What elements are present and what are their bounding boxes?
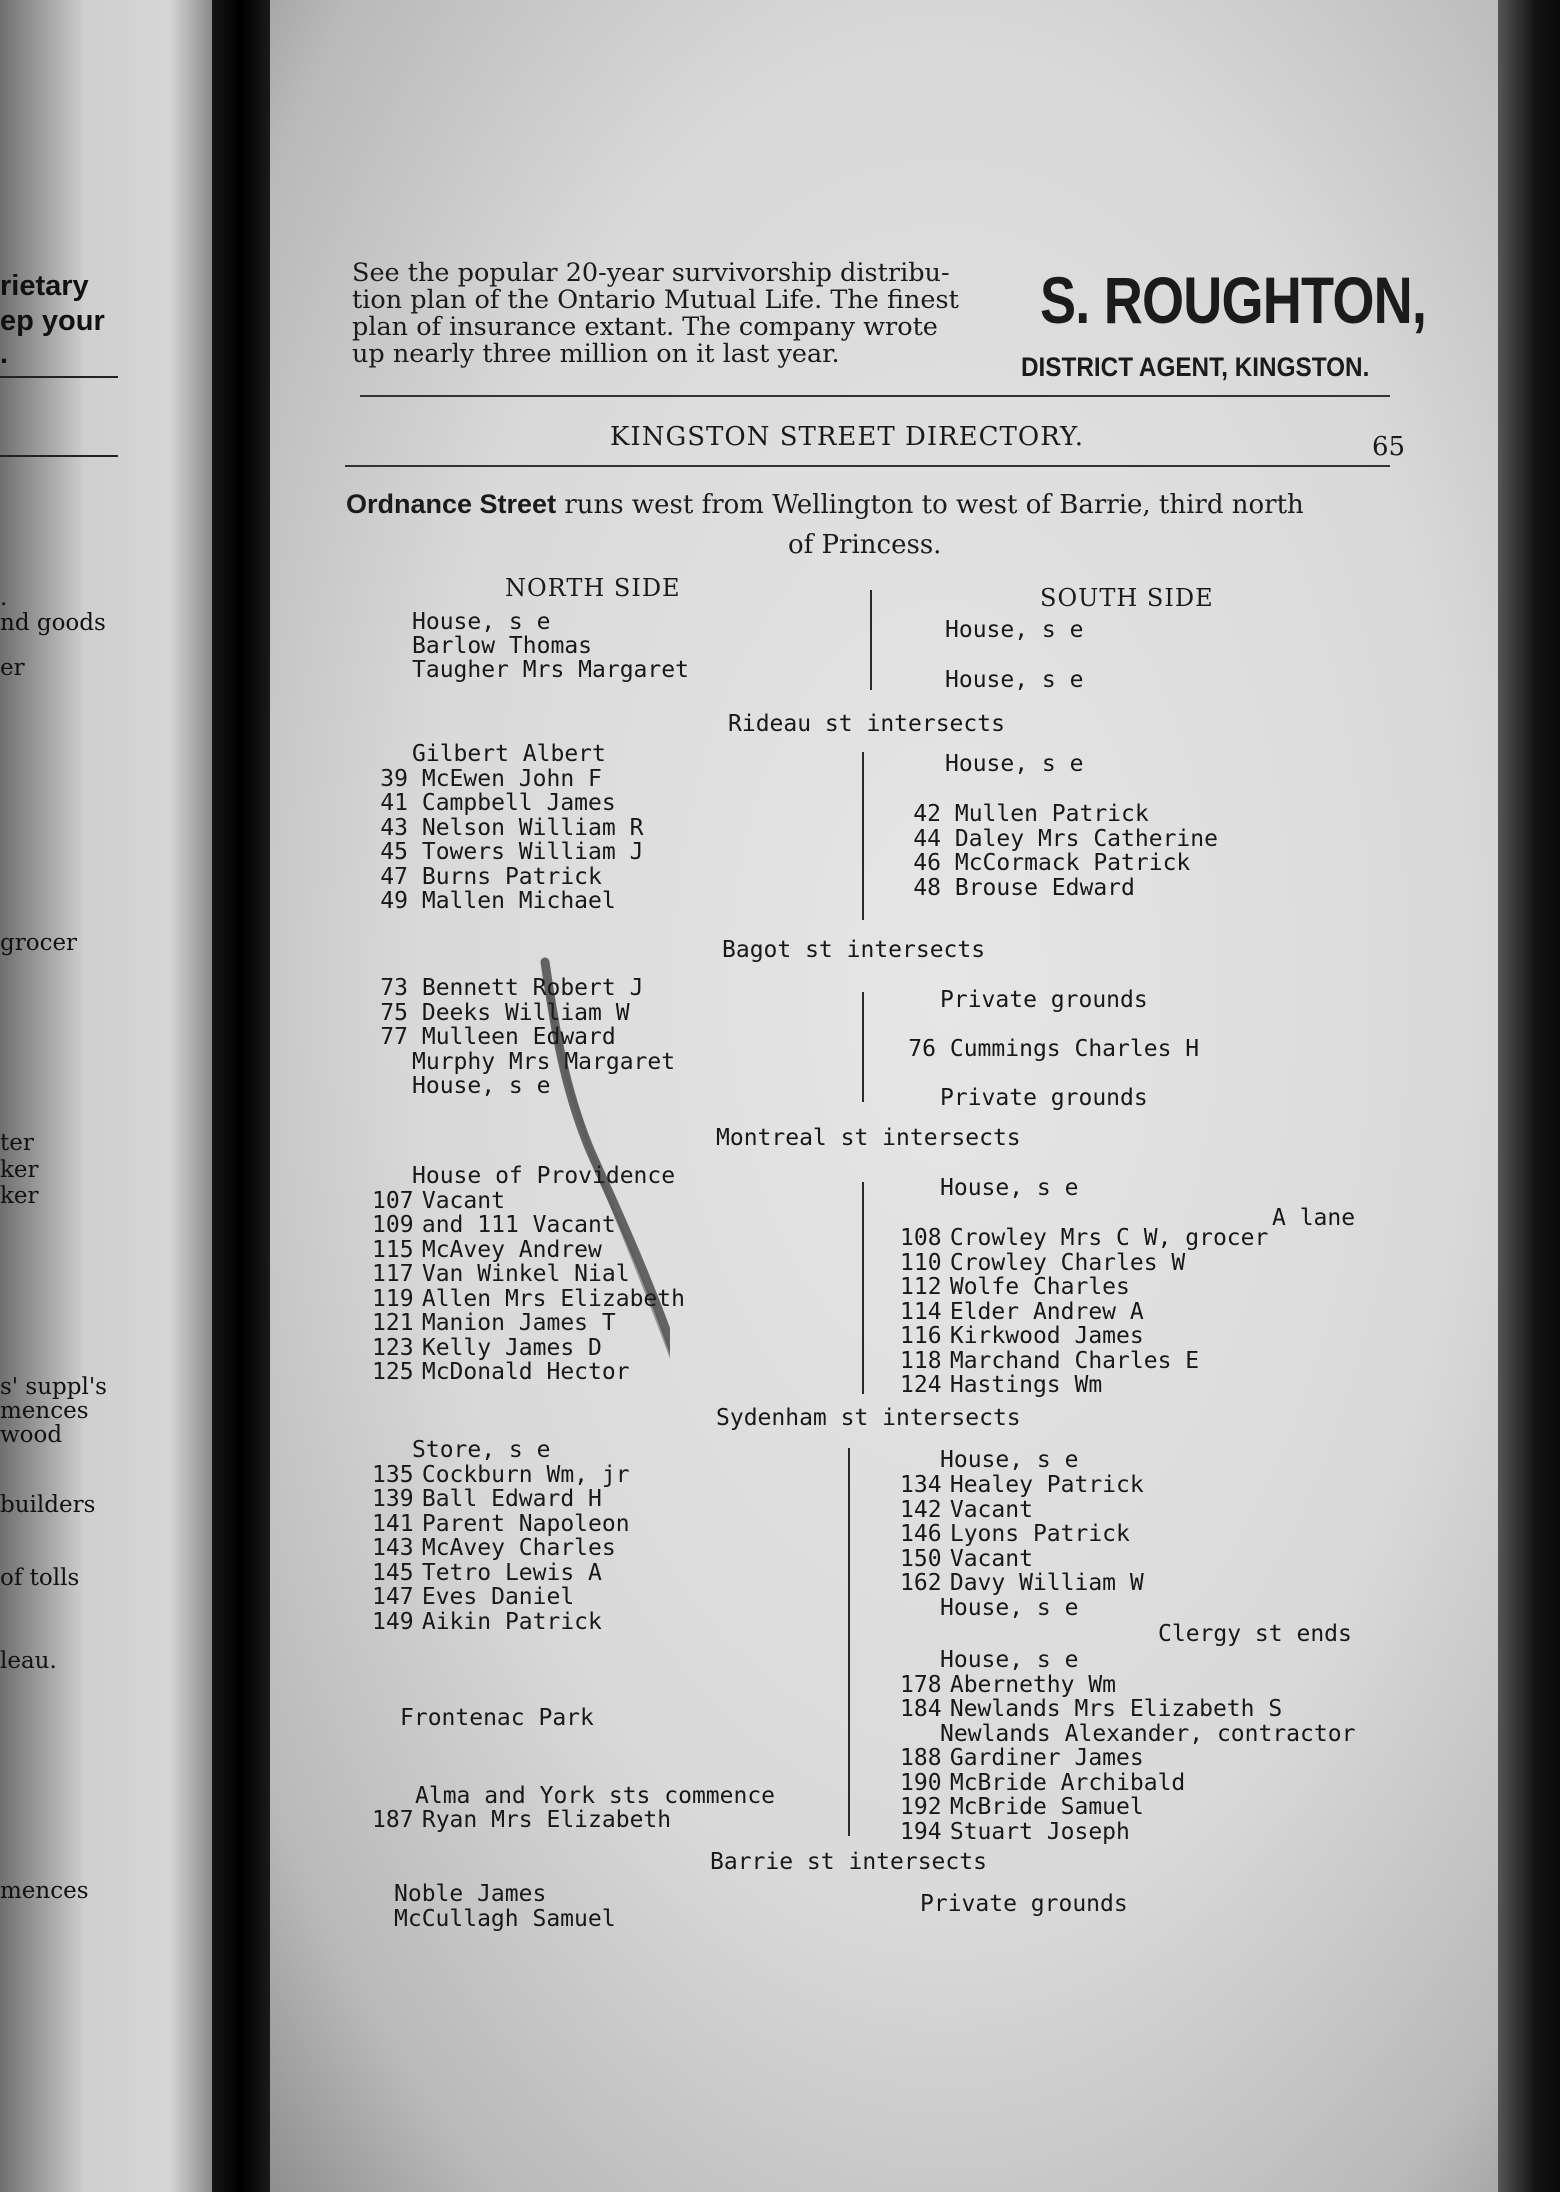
directory-entry-unnumbered [412,1438,550,1462]
directory-entry-unnumbered [394,1882,546,1906]
resident-name: Elder Andrew A [949,1298,1144,1325]
facing-page-rule [0,455,118,457]
directory-entry [900,1771,1185,1795]
facing-page-fragment-text: ker [0,1157,39,1183]
facing-page-fragment-text: leau. [0,1648,57,1674]
street-intro [346,490,1304,519]
resident-name: Davy William W [949,1570,1144,1596]
column-divider [870,590,872,690]
resident-name: Crowley Mrs C W, grocer [949,1225,1269,1251]
resident-name: McAvey Charles [421,1535,616,1561]
column-divider [862,752,864,920]
house-number: 116 [900,1323,942,1349]
intersection-label: Rideau st intersects [728,711,1005,737]
resident-name: Ryan Mrs Elizabeth [421,1807,672,1833]
house-number: 141 [372,1510,414,1537]
book-gutter [212,0,270,2192]
directory-entry [372,1287,685,1311]
house-number: 192 [900,1794,942,1820]
house-number: 143 [372,1535,414,1561]
house-number: 77 [380,1024,408,1050]
house-number: 45 [380,839,408,865]
page-header-title: KINGSTON STREET DIRECTORY. [610,422,1085,452]
resident-name: Taugher Mrs Margaret [412,657,689,683]
ad-text-line: See the popular 20-year survivorship distribu- [352,258,950,288]
lane-note: A lane [1272,1205,1356,1231]
house-number: 190 [900,1769,942,1796]
resident-name: McCormack Patrick [954,850,1191,876]
house-number: 44 [913,825,941,852]
directory-entry [372,1336,602,1360]
header-rule-top [360,395,1390,397]
facing-page-fragment-text: ker [0,1183,39,1209]
resident-name: House, s e [940,1175,1079,1201]
facing-page-fragment-text: mences [0,1878,89,1904]
house-number: 73 [380,975,408,1001]
house-number: 178 [900,1671,942,1698]
house-number: 76 [908,1036,936,1062]
directory-entry [372,976,643,1000]
directory-entry [900,1746,1144,1770]
directory-entry [372,1189,505,1213]
resident-name: House, s e [412,609,551,635]
directory-entry-unnumbered [412,634,592,658]
resident-name: Store, s e [412,1437,551,1463]
house-number: 109 [372,1212,414,1238]
clergy-note: Clergy st ends [1158,1621,1352,1647]
directory-entry [372,1536,616,1560]
resident-name: Lyons Patrick [949,1521,1130,1547]
facing-page-fragment-text: s' suppl's [0,1374,107,1400]
directory-entry [372,1238,602,1262]
resident-name: Noble James [394,1881,547,1907]
resident-name: Mallen Michael [421,888,616,914]
directory-entry [372,1610,602,1634]
directory-entry [905,802,1149,826]
house-number: 147 [372,1584,414,1610]
north-side-heading: NORTH SIDE [505,574,681,602]
resident-name: Mullen Patrick [954,801,1149,827]
directory-entry-unnumbered [412,658,689,682]
house-number: 188 [900,1745,942,1771]
resident-name: House, s e [412,1073,551,1099]
directory-entry [900,1324,1144,1348]
house-number: 110 [900,1249,942,1276]
resident-name: Aikin Patrick [421,1608,602,1635]
intersection-label: Bagot st intersects [722,937,986,963]
resident-name: Daley Mrs Catherine [954,825,1218,852]
street-description-cont: of Princess. [788,530,942,560]
facing-page-fragment [0,0,212,2192]
ad-text-line: up nearly three million on it last year. [352,339,840,369]
resident-name: Newlands Mrs Elizabeth S [949,1696,1283,1722]
facing-page-fragment-text: grocer [0,930,78,956]
directory-entry [900,1795,1144,1819]
resident-name: Healey Patrick [949,1472,1144,1498]
resident-name: House, s e [940,1647,1079,1673]
directory-entry-unnumbered [940,1648,1078,1672]
directory-entry [372,889,616,913]
directory-entry-unnumbered [945,618,1083,642]
directory-entry-unnumbered [920,1892,1128,1916]
house-number: 139 [372,1486,414,1512]
directory-entry [900,1673,1116,1697]
directory-entry [372,840,643,864]
house-number: 124 [900,1372,942,1398]
house-number: 43 [380,814,408,841]
directory-entry [372,791,616,815]
house-number: 149 [372,1608,414,1635]
directory-entry [900,1037,1199,1061]
resident-name: Bennett Robert J [421,975,644,1001]
directory-entry [372,1585,574,1609]
resident-name: Crowley Charles W [949,1249,1186,1276]
directory-entry [372,1311,616,1335]
directory-entry [372,1001,630,1025]
intersection-label: Barrie st intersects [710,1849,987,1875]
resident-name: McEwen John F [421,765,602,792]
facing-page-fragment-text: mences [0,1398,89,1424]
resident-name: McDonald Hector [421,1359,630,1385]
resident-name: Ball Edward H [421,1486,602,1512]
resident-name: Abernethy Wm [949,1671,1117,1698]
intersection-label: Sydenham st intersects [716,1405,1021,1431]
directory-entry [372,1213,616,1237]
resident-name: House, s e [940,1447,1079,1473]
directory-entry-unnumbered [940,1722,1355,1746]
header-rule-bottom [345,465,1390,467]
directory-entry [900,1498,1033,1522]
directory-entry [905,851,1190,875]
directory-page [270,0,1498,2192]
ad-agent-name: S. ROUGHTON, [1040,263,1427,337]
directory-entry [900,1349,1199,1373]
house-number: 125 [372,1359,414,1385]
street-name: Ordnance Street [346,489,557,519]
resident-name: Hastings Wm [949,1372,1103,1398]
facing-page-fragment-text: . [0,585,8,611]
resident-name: Vacant [949,1496,1033,1523]
resident-name: Nelson William R [421,814,644,841]
house-number: 145 [372,1559,414,1586]
house-number: 49 [380,888,408,914]
directory-entry [905,876,1135,900]
resident-name: Van Winkel Nial [421,1261,630,1287]
intersection-label: Montreal st intersects [716,1125,1021,1151]
directory-entry-unnumbered [940,1596,1078,1620]
directory-entry [372,767,602,791]
resident-name: House of Providence [412,1163,676,1189]
directory-entry [900,1226,1268,1250]
house-number: 41 [380,790,408,816]
directory-entry-unnumbered [940,988,1148,1012]
resident-name: McBride Archibald [949,1769,1186,1796]
directory-entry [900,1473,1144,1497]
house-number: 108 [900,1225,942,1251]
facing-page-fragment-text: wood [0,1422,63,1448]
resident-name: House, s e [945,617,1084,643]
directory-entry-unnumbered [940,1176,1078,1200]
directory-entry-unnumbered [394,1907,616,1931]
resident-name: Allen Mrs Elizabeth [421,1285,685,1312]
ad-text-line: plan of insurance extant. The company wrote [352,312,938,342]
house-number: 194 [900,1818,942,1845]
facing-page-fragment-text: ep your [0,305,105,337]
directory-entry-unnumbered [412,610,550,634]
resident-name: Campbell James [421,790,616,816]
facing-page-fragment-text: nd goods [0,610,106,636]
house-number: 142 [900,1496,942,1523]
ad-agent-title: DISTRICT AGENT, KINGSTON. [1021,352,1370,382]
resident-name: McBride Samuel [949,1794,1144,1820]
resident-name: Burns Patrick [421,863,602,890]
directory-entry [372,865,602,889]
directory-entry-unnumbered [412,1050,675,1074]
column-divider [862,1182,864,1394]
directory-entry [372,1360,630,1384]
resident-name: and 111 Vacant [421,1212,616,1238]
house-number: 107 [372,1187,414,1214]
park-label: Frontenac Park [400,1705,594,1731]
street-description: runs west from Wellington to west of Barrie, third north [556,490,1304,520]
resident-name: McAvey Andrew [421,1236,602,1263]
house-number: 117 [372,1261,414,1287]
house-number: 118 [900,1347,942,1374]
directory-entry-unnumbered [412,1074,550,1098]
directory-entry-unnumbered [412,742,606,766]
directory-entry [900,1251,1185,1275]
resident-name: Parent Napoleon [421,1510,630,1537]
house-number: 135 [372,1461,414,1488]
house-number: 39 [380,765,408,792]
resident-name: Gardiner James [949,1745,1144,1771]
resident-name: Kirkwood James [949,1323,1144,1349]
resident-name: Brouse Edward [954,874,1135,901]
resident-name: House, s e [940,1594,1079,1621]
house-number: 115 [372,1236,414,1263]
house-number: 187 [372,1807,414,1833]
directory-entry [900,1373,1102,1397]
directory-entry-unnumbered [945,668,1083,692]
directory-entry [372,1808,671,1832]
resident-name: McCullagh Samuel [394,1905,616,1932]
directory-entry [372,816,643,840]
directory-entry [372,1463,630,1487]
directory-entry [900,1300,1144,1324]
house-number: 162 [900,1570,942,1596]
directory-entry-unnumbered [945,752,1083,776]
resident-name: Murphy Mrs Margaret [412,1048,676,1075]
house-number: 150 [900,1545,942,1572]
directory-entry [900,1522,1130,1546]
house-number: 47 [380,863,408,890]
house-number: 48 [913,874,941,901]
house-number: 112 [900,1274,942,1300]
directory-entry-unnumbered [412,1164,675,1188]
resident-name: Towers William J [421,839,644,865]
resident-name: Deeks William W [421,999,630,1026]
directory-entry [905,827,1218,851]
page-edge-shadow [1498,0,1560,2192]
resident-name: Kelly James D [421,1334,602,1361]
resident-name: Newlands Alexander, contractor [940,1720,1356,1747]
directory-entry-unnumbered [940,1448,1078,1472]
house-number: 46 [913,850,941,876]
resident-name: Wolfe Charles [949,1274,1130,1300]
house-number: 121 [372,1310,414,1336]
resident-name: Cockburn Wm, jr [421,1461,630,1488]
resident-name: Private grounds [920,1891,1128,1917]
directory-entry-unnumbered [940,1086,1148,1110]
house-number: 146 [900,1521,942,1547]
directory-entry [900,1820,1130,1844]
resident-name: Mulleen Edward [421,1024,616,1050]
resident-name: Vacant [949,1545,1033,1572]
house-number: 184 [900,1696,942,1722]
directory-entry [900,1571,1144,1595]
resident-name: Manion James T [421,1310,616,1336]
house-number: 134 [900,1472,942,1498]
directory-entry [900,1547,1033,1571]
facing-page-fragment-text: ter [0,1130,34,1156]
directory-entry [900,1275,1130,1299]
resident-name: Cummings Charles H [949,1036,1200,1062]
directory-entry [372,1487,602,1511]
facing-page-fragment-text: of tolls [0,1565,80,1591]
facing-page-fragment-text: rietary [0,270,89,302]
resident-name: House, s e [945,667,1084,693]
resident-name: House, s e [945,751,1084,777]
house-number: 42 [913,801,941,827]
resident-name: Marchand Charles E [949,1347,1200,1374]
resident-name: Private grounds [940,987,1148,1013]
column-divider [848,1448,850,1836]
directory-entry [372,1561,602,1585]
facing-page-rule [0,376,118,378]
facing-page-fragment-text: . [0,338,9,370]
south-side-heading: SOUTH SIDE [1040,584,1214,612]
resident-name: Eves Daniel [421,1584,575,1610]
ad-text-line: tion plan of the Ontario Mutual Life. The finest [352,285,959,315]
house-number: 123 [372,1334,414,1361]
house-number: 75 [380,999,408,1026]
resident-name: Tetro Lewis A [421,1559,602,1586]
directory-entry [372,1262,630,1286]
commence-note: Alma and York sts commence [415,1783,776,1809]
house-number: 119 [372,1285,414,1312]
resident-name: Barlow Thomas [412,633,593,659]
resident-name: Stuart Joseph [949,1818,1130,1845]
column-divider [862,992,864,1102]
house-number: 114 [900,1298,942,1325]
ad-text-block [352,260,992,368]
facing-page-fragment-text: builders [0,1492,96,1518]
resident-name: Gilbert Albert [412,741,606,767]
directory-entry [900,1697,1282,1721]
directory-entry [372,1025,616,1049]
resident-name: Vacant [421,1187,505,1214]
resident-name: Private grounds [940,1085,1148,1111]
page-number: 65 [1372,432,1406,462]
directory-entry [372,1512,630,1536]
facing-page-fragment-text: er [0,655,25,681]
